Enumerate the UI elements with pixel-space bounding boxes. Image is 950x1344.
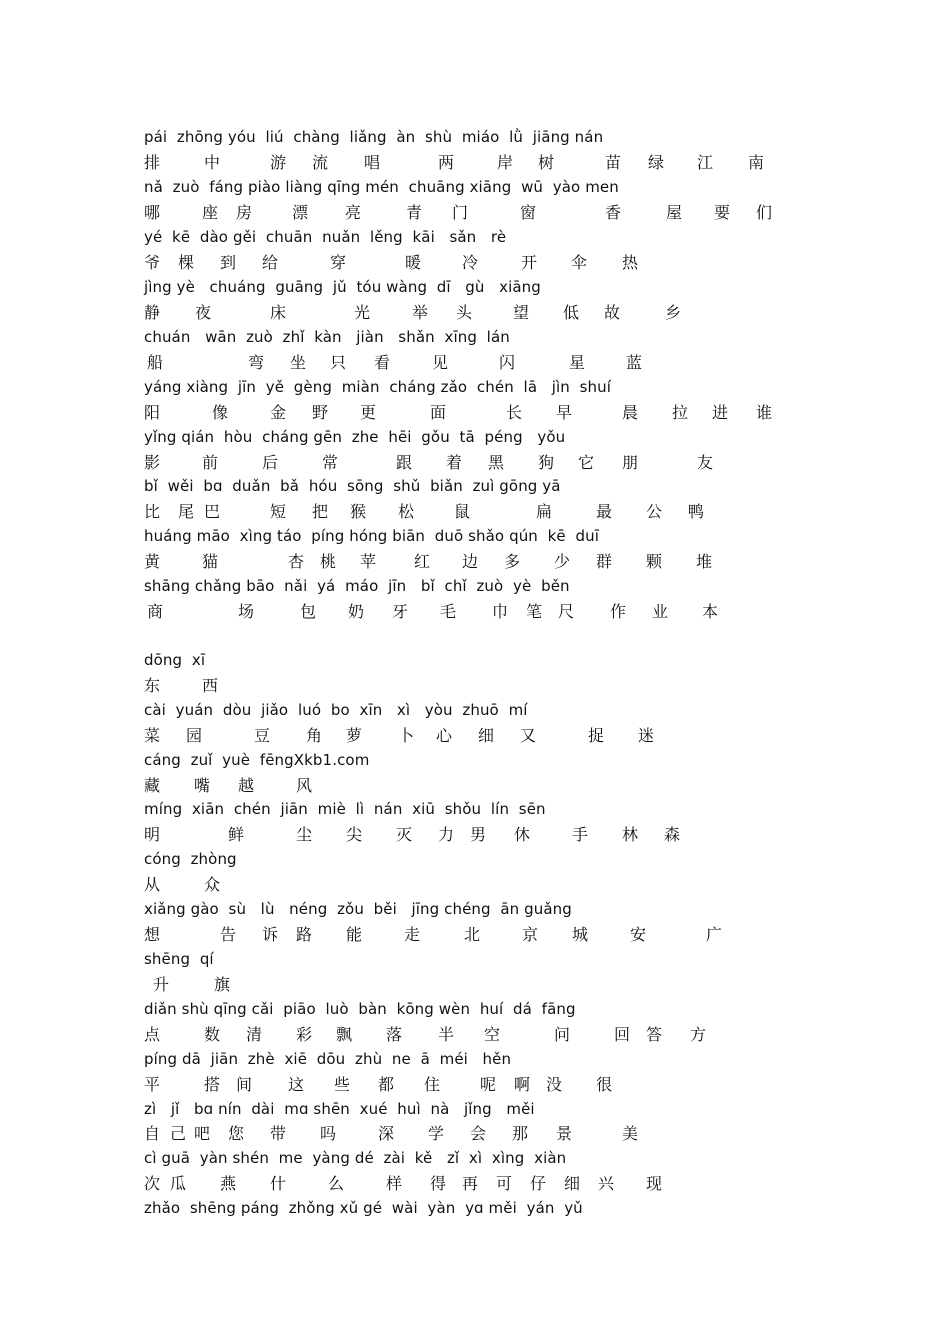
hanzi-character: 爷 [144,253,161,272]
hanzi-character: 啊 [514,1075,531,1094]
hanzi-character: 朋 [622,453,639,472]
hanzi-character: 那 [512,1124,529,1143]
hanzi-character: 晨 [622,403,639,422]
hanzi-character: 笔 [526,602,543,621]
hanzi-character: 吗 [320,1124,337,1143]
hanzi-character: 西 [202,676,219,695]
hanzi-character: 尖 [346,825,363,844]
hanzi-character: 这 [288,1075,305,1094]
hanzi-character: 金 [270,403,287,422]
pinyin-line: xiǎng gào sù lù néng zǒu běi jīng chéng ān guǎng [144,900,572,918]
hanzi-character: 夜 [195,303,212,322]
hanzi-character: 越 [238,776,255,795]
hanzi-character: 手 [572,825,589,844]
hanzi-character: 更 [360,403,377,422]
hanzi-character: 业 [652,602,669,621]
hanzi-character: 再 [462,1174,479,1193]
hanzi-character: 比 [144,502,161,521]
hanzi-character: 它 [578,453,595,472]
hanzi-character: 路 [296,925,313,944]
hanzi-character: 景 [556,1124,573,1143]
hanzi-character: 要 [714,203,731,222]
hanzi-character: 些 [334,1075,351,1094]
hanzi-character: 北 [464,925,481,944]
hanzi-character: 没 [546,1075,563,1094]
hanzi-character: 边 [462,552,479,571]
hanzi-character: 清 [246,1025,263,1044]
hanzi-character: 看 [374,353,391,372]
hanzi-character: 可 [496,1174,513,1193]
hanzi-character: 包 [300,602,317,621]
hanzi-character: 穿 [330,253,347,272]
hanzi-character: 棵 [178,253,195,272]
hanzi-character: 游 [270,153,287,172]
hanzi-character: 广 [706,925,723,944]
hanzi-character: 搭 [204,1075,221,1094]
hanzi-character: 呢 [480,1075,497,1094]
pinyin-line: pái zhōng yóu liú chàng liǎng àn shù miáo lǜ jiāng nán [144,128,604,146]
hanzi-character: 林 [622,825,639,844]
hanzi-character: 黑 [488,453,505,472]
hanzi-character: 藏 [144,776,161,795]
hanzi-character: 野 [312,403,329,422]
hanzi-character: 见 [432,353,449,372]
pinyin-line: shāng chǎng bāo nǎi yá máo jīn bǐ chǐ zuò yè běn [144,577,570,595]
hanzi-character: 吧 [194,1124,211,1143]
hanzi-character: 乡 [665,303,682,322]
hanzi-character: 进 [712,403,729,422]
pinyin-line: píng dā jiān zhè xiē dōu zhù ne ā méi hěn [144,1050,512,1068]
hanzi-character: 闪 [499,353,516,372]
hanzi-character: 哪 [144,203,161,222]
hanzi-character: 后 [262,453,279,472]
hanzi-character: 能 [346,925,363,944]
hanzi-character: 座 [202,203,219,222]
hanzi-character: 仔 [530,1174,547,1193]
hanzi-character: 早 [556,403,573,422]
pinyin-line: míng xiān chén jiān miè lì nán xiū shǒu lín sēn [144,800,546,818]
hanzi-character: 长 [506,403,523,422]
hanzi-character: 谁 [756,403,773,422]
hanzi-character: 苗 [605,153,622,172]
hanzi-character: 捉 [588,726,605,745]
pinyin-line: dōng xī [144,651,206,669]
pinyin-line: yé kē dào gěi chuān nuǎn lěng kāi sǎn rè [144,228,507,246]
hanzi-character: 两 [438,153,455,172]
hanzi-character: 细 [564,1174,581,1193]
hanzi-character: 江 [697,153,714,172]
hanzi-character: 兴 [598,1174,615,1193]
hanzi-character: 低 [563,303,580,322]
hanzi-character: 颗 [646,552,663,571]
hanzi-character: 跟 [396,453,413,472]
pinyin-line: zhǎo shēng páng zhǒng xǔ gé wài yàn yɑ měi yán yǔ [144,1199,583,1217]
pinyin-line: nǎ zuò fáng piào liàng qīng mén chuāng xiāng wū yào men [144,178,619,196]
hanzi-character: 商 [147,602,164,621]
hanzi-character: 堆 [696,552,713,571]
hanzi-character: 多 [504,552,521,571]
hanzi-character: 蓝 [626,353,643,372]
hanzi-character: 把 [312,502,329,521]
hanzi-character: 安 [630,925,647,944]
hanzi-character: 拉 [672,403,689,422]
hanzi-character: 阳 [144,403,161,422]
hanzi-character: 深 [378,1124,395,1143]
hanzi-character: 东 [144,676,161,695]
hanzi-character: 亮 [345,203,362,222]
hanzi-character: 苹 [360,552,377,571]
hanzi-character: 猫 [202,552,219,571]
hanzi-character: 嘴 [194,776,211,795]
hanzi-character: 鸭 [688,502,705,521]
hanzi-character: 狗 [538,453,555,472]
hanzi-character: 从 [144,875,161,894]
pinyin-line: zì jǐ bɑ nín dài mɑ shēn xué huì nà jǐng měi [144,1100,535,1118]
hanzi-character: 方 [690,1025,707,1044]
hanzi-character: 着 [446,453,463,472]
hanzi-character: 本 [702,602,719,621]
hanzi-character: 回 [614,1025,631,1044]
hanzi-character: 尘 [296,825,313,844]
hanzi-character: 前 [202,453,219,472]
hanzi-character: 角 [306,726,323,745]
hanzi-character: 举 [412,303,429,322]
pinyin-line: cóng zhòng [144,850,237,868]
hanzi-character: 园 [186,726,203,745]
pinyin-line: huáng māo xìng táo píng hóng biān duō shǎo qún kē duī [144,527,599,545]
hanzi-character: 答 [646,1025,663,1044]
hanzi-character: 鲜 [228,825,245,844]
hanzi-character: 学 [428,1124,445,1143]
hanzi-character: 飘 [336,1025,353,1044]
hanzi-character: 住 [424,1075,441,1094]
hanzi-character: 间 [236,1075,253,1094]
hanzi-character: 平 [144,1075,161,1094]
hanzi-character: 又 [520,726,537,745]
hanzi-character: 床 [270,303,287,322]
hanzi-character: 什 [270,1174,287,1193]
hanzi-character: 猴 [350,502,367,521]
hanzi-character: 船 [147,353,164,372]
hanzi-character: 萝 [346,726,363,745]
hanzi-character: 到 [220,253,237,272]
hanzi-character: 开 [521,253,538,272]
hanzi-character: 毛 [440,602,457,621]
hanzi-character: 鼠 [454,502,471,521]
hanzi-character: 作 [610,602,627,621]
hanzi-character: 男 [470,825,487,844]
hanzi-character: 细 [478,726,495,745]
hanzi-character: 星 [569,353,586,372]
pinyin-line: bǐ wěi bɑ duǎn bǎ hóu sōng shǔ biǎn zuì gōng yā [144,477,561,495]
hanzi-character: 城 [572,925,589,944]
hanzi-character: 都 [378,1075,395,1094]
hanzi-character: 故 [604,303,621,322]
hanzi-character: 影 [144,453,161,472]
hanzi-character: 点 [144,1025,161,1044]
hanzi-character: 瓜 [170,1174,187,1193]
hanzi-character: 南 [748,153,765,172]
hanzi-character: 想 [144,925,161,944]
hanzi-character: 伞 [571,253,588,272]
pinyin-line: jìng yè chuáng guāng jǔ tóu wàng dī gù xiāng [144,278,541,296]
hanzi-character: 您 [228,1124,245,1143]
hanzi-character: 流 [312,153,329,172]
hanzi-character: 杏 [288,552,305,571]
hanzi-character: 走 [404,925,421,944]
hanzi-character: 半 [438,1025,455,1044]
pinyin-line: yǐng qián hòu cháng gēn zhe hēi gǒu tā péng yǒu [144,428,566,446]
pinyin-line: chuán wān zuò zhǐ kàn jiàn shǎn xīng lán [144,328,510,346]
hanzi-character: 最 [596,502,613,521]
hanzi-character: 旗 [214,975,231,994]
hanzi-character: 岸 [497,153,514,172]
hanzi-character: 香 [605,203,622,222]
hanzi-character: 弯 [248,353,265,372]
hanzi-character: 京 [522,925,539,944]
hanzi-character: 问 [554,1025,571,1044]
hanzi-character: 扁 [536,502,553,521]
pinyin-line: diǎn shù qīng cǎi piāo luò bàn kōng wèn huí dá fāng [144,1000,576,1018]
hanzi-character: 风 [296,776,313,795]
hanzi-character: 冷 [462,253,479,272]
hanzi-character: 尺 [558,602,575,621]
hanzi-character: 尾 [178,502,195,521]
hanzi-character: 公 [646,502,663,521]
pinyin-line: yáng xiàng jīn yě gèng miàn cháng zǎo chén lā jìn shuí [144,378,611,396]
hanzi-character: 面 [430,403,447,422]
hanzi-character: 短 [270,502,287,521]
hanzi-character: 友 [697,453,714,472]
hanzi-character: 绿 [648,153,665,172]
hanzi-character: 升 [153,975,170,994]
hanzi-character: 坐 [290,353,307,372]
hanzi-character: 众 [204,875,221,894]
hanzi-character: 诉 [262,925,279,944]
hanzi-character: 只 [330,353,347,372]
hanzi-character: 给 [262,253,279,272]
hanzi-character: 燕 [220,1174,237,1193]
hanzi-character: 卜 [398,726,415,745]
hanzi-character: 黄 [144,552,161,571]
hanzi-character: 望 [513,303,530,322]
hanzi-character: 心 [436,726,453,745]
hanzi-character: 巴 [204,502,221,521]
hanzi-character: 窗 [520,203,537,222]
hanzi-character: 很 [596,1075,613,1094]
hanzi-character: 力 [438,825,455,844]
hanzi-character: 头 [456,303,473,322]
hanzi-character: 唱 [364,153,381,172]
hanzi-character: 迷 [638,726,655,745]
hanzi-character: 美 [622,1124,639,1143]
hanzi-character: 静 [144,303,161,322]
hanzi-character: 现 [646,1174,663,1193]
hanzi-character: 带 [270,1124,287,1143]
hanzi-character: 中 [204,153,221,172]
hanzi-character: 光 [354,303,371,322]
hanzi-character: 场 [238,602,255,621]
hanzi-character: 青 [406,203,423,222]
pinyin-line: cài yuán dòu jiǎo luó bo xīn xì yòu zhuō mí [144,701,528,719]
hanzi-character: 菜 [144,726,161,745]
hanzi-character: 巾 [492,602,509,621]
hanzi-character: 热 [622,253,639,272]
hanzi-character: 豆 [254,726,271,745]
hanzi-character: 树 [538,153,555,172]
hanzi-character: 数 [204,1025,221,1044]
pinyin-line: cáng zuǐ yuè fēngXkb1.com [144,751,370,769]
hanzi-character: 漂 [292,203,309,222]
pinyin-line: cì guā yàn shén me yàng dé zài kě zǐ xì xìng xiàn [144,1149,567,1167]
hanzi-character: 排 [144,153,161,172]
hanzi-character: 红 [414,552,431,571]
hanzi-character: 奶 [348,602,365,621]
hanzi-character: 彩 [296,1025,313,1044]
hanzi-character: 像 [212,403,229,422]
hanzi-character: 们 [756,203,773,222]
hanzi-character: 牙 [392,602,409,621]
hanzi-character: 桃 [320,552,337,571]
hanzi-character: 门 [452,203,469,222]
hanzi-character: 屋 [666,203,683,222]
hanzi-character: 灭 [396,825,413,844]
hanzi-character: 会 [470,1124,487,1143]
hanzi-character: 次 [144,1174,161,1193]
pinyin-line: shēng qí [144,950,214,968]
hanzi-character: 自 [144,1124,161,1143]
hanzi-character: 森 [664,825,681,844]
hanzi-character: 休 [514,825,531,844]
hanzi-character: 得 [430,1174,447,1193]
hanzi-character: 少 [554,552,571,571]
hanzi-character: 样 [386,1174,403,1193]
hanzi-character: 明 [144,825,161,844]
hanzi-character: 常 [322,453,339,472]
hanzi-character: 房 [236,203,253,222]
hanzi-character: 告 [220,925,237,944]
hanzi-character: 空 [484,1025,501,1044]
hanzi-character: 己 [170,1124,187,1143]
hanzi-character: 松 [398,502,415,521]
hanzi-character: 么 [328,1174,345,1193]
hanzi-character: 暖 [405,253,422,272]
hanzi-character: 落 [386,1025,403,1044]
hanzi-character: 群 [596,552,613,571]
